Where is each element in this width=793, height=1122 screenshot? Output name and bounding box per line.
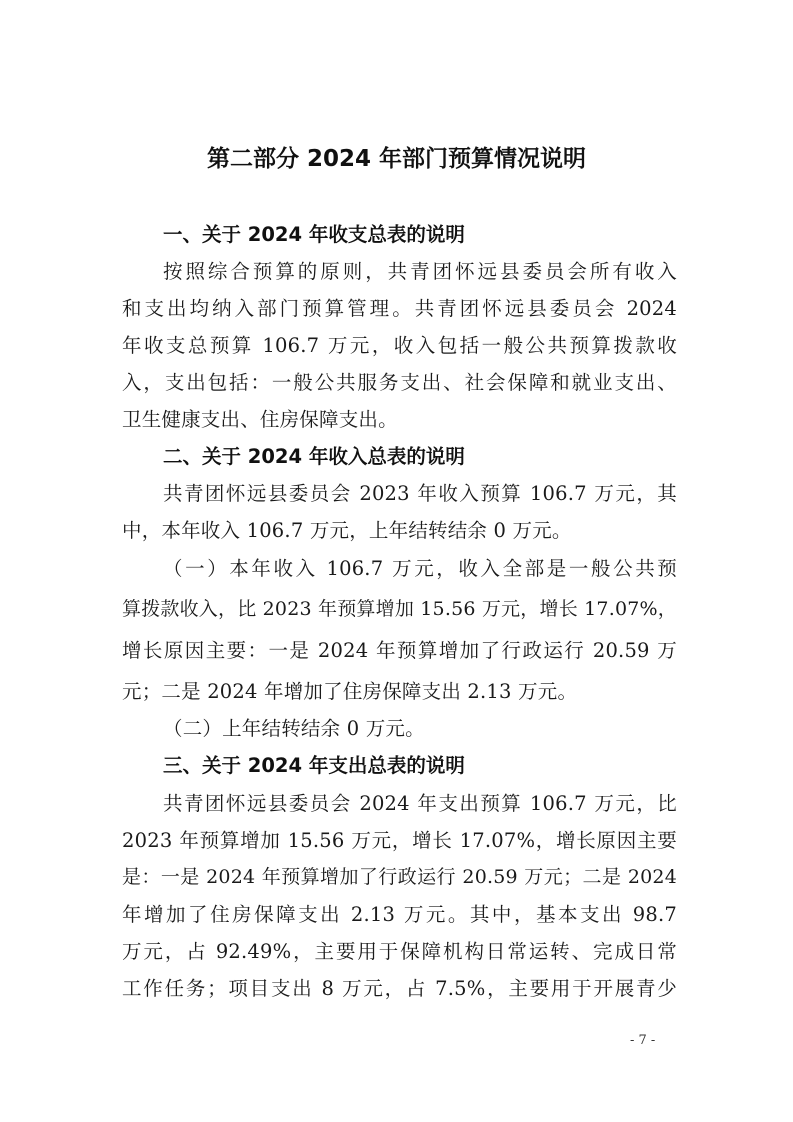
section-3-line-3: 是：一是 2024 年预算增加了行政运行 20.59 万元；二是 2024 [122, 866, 677, 888]
section-1-line-3: 年收支总预算 106.7 万元，收入包括一般公共预算拨款收 [122, 334, 677, 357]
section-2-line-3: （一）本年收入 106.7 万元，收入全部是一般公共预 [163, 557, 677, 580]
section-2-line-6: 元；二是 2024 年增加了住房保障支出 2.13 万元。 [122, 680, 578, 703]
section-2-line-4: 算拨款收入，比 2023 年预算增加 15.56 万元，增长 17.07%， [122, 598, 677, 620]
page-title: 第二部分 2024 年部门预算情况说明 [206, 146, 587, 172]
section-2-line-2: 中，本年收入 106.7 万元，上年结转结余 0 万元。 [122, 519, 572, 542]
section-3-heading: 三、关于 2024 年支出总表的说明 [163, 754, 465, 777]
section-3-line-1: 共青团怀远县委员会 2024 年支出预算 106.7 万元，比 [163, 792, 677, 815]
section-2-line-5: 增长原因主要：一是 2024 年预算增加了行政运行 20.59 万 [122, 639, 677, 662]
page-number: - 7 - [630, 1033, 656, 1048]
section-3-line-4: 年增加了住房保障支出 2.13 万元。其中，基本支出 98.7 [122, 903, 677, 926]
section-1-line-1: 按照综合预算的原则，共青团怀远县委员会所有收入 [163, 260, 677, 283]
section-3-line-6: 工作任务；项目支出 8 万元，占 7.5%，主要用于开展青少 [122, 977, 677, 1000]
section-1-heading: 一、关于 2024 年收支总表的说明 [163, 223, 465, 246]
section-1-line-4: 入，支出包括：一般公共服务支出、社会保障和就业支出、 [122, 371, 677, 394]
section-1-line-2: 和支出均纳入部门预算管理。共青团怀远县委员会 2024 [122, 297, 677, 320]
section-1-line-5: 卫生健康支出、住房保障支出。 [122, 408, 398, 431]
section-2-line-7: （二）上年结转结余 0 万元。 [163, 717, 425, 740]
section-2-line-1: 共青团怀远县委员会 2023 年收入预算 106.7 万元，其 [163, 482, 677, 505]
section-3-line-5: 万元，占 92.49%，主要用于保障机构日常运转、完成日常 [122, 940, 677, 963]
section-3-line-2: 2023 年预算增加 15.56 万元，增长 17.07%，增长原因主要 [122, 829, 677, 852]
section-2-heading: 二、关于 2024 年收入总表的说明 [163, 445, 465, 468]
